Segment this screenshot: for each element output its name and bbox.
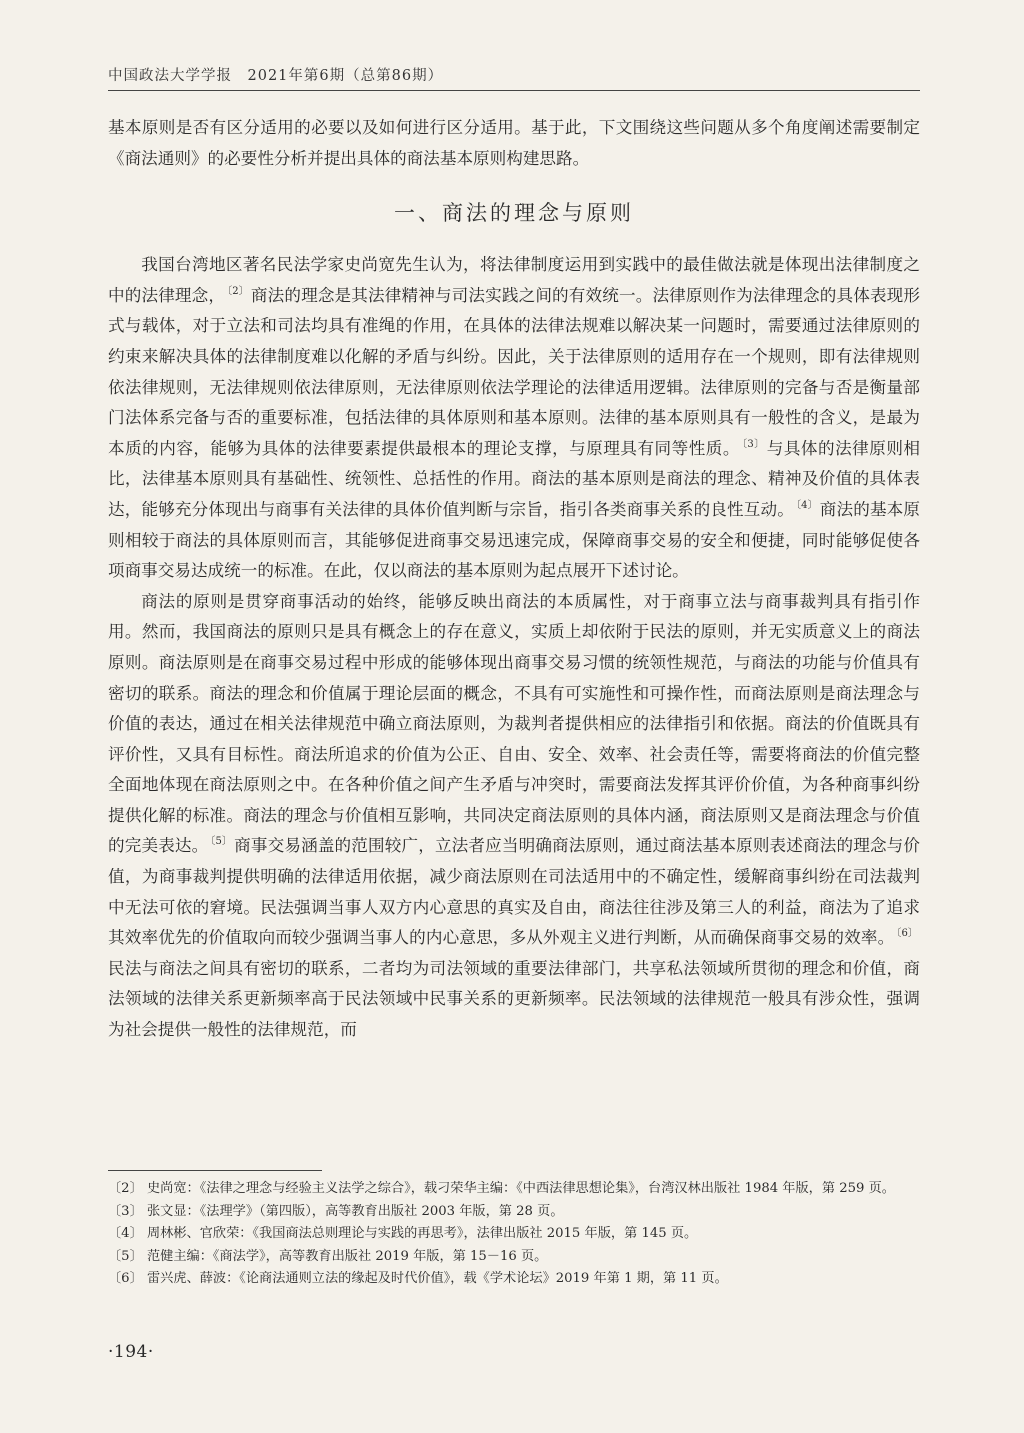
- paragraph-1-text-3: 与具体的法律原则相比，法律基本原则具有基础性、统领性、总括性的作用。商法的基本原则是商法的理念、精神及价值的具体表达，能够充分体现出与商事有关法律的具体价值判断与宗旨，指引各类商事关系的良性互动。: [108, 438, 920, 519]
- footnote-ref-2[interactable]: 〔2〕: [227, 285, 249, 297]
- section-heading: 一、商法的理念与原则: [394, 201, 634, 226]
- footnote-2: 〔2〕 史尚宽：《法律之理念与经验主义法学之综合》，载刁荣华主编：《中西法律思想论集》，台湾汉林出版社 1984 年版，第 259 页。: [108, 1181, 895, 1196]
- paragraph-2-text-3: 民法与商法之间具有密切的联系，二者均为司法领域的重要法律部门，共享私法领域所贯彻的理念和价值，商法领域的法律关系更新频率高于民法领域中民事关系的更新频率。民法领域的法律规范一般具有涉众性，强调为社会提供一般性的法律规范，而: [108, 958, 920, 1040]
- paragraph-1-text-4: 商法的基本原则相较于商法的具体原则而言，其能够促进商事交易迅速完成，保障商事交易的安全和便捷，同时能够促使各项商事交易达成统一的标准。在此，仅以商法的基本原则为起点展开下述讨论。: [108, 499, 920, 581]
- footnote-5: 〔5〕 范健主编：《商法学》，高等教育出版社 2019 年版，第 15－16 页。: [108, 1248, 548, 1264]
- body-text: [108, 113, 920, 1046]
- footnote-4: 〔4〕 周林彬、官欣荣：《我国商法总则理论与实践的再思考》，法律出版社 2015 年版，第 145 页。: [108, 1226, 698, 1242]
- paragraph-1-text-1: 我国台湾地区著名民法学家史尚宽先生认为，将法律制度运用到实践中的最佳做法就是体现出法律制度之中的法律理念，: [108, 255, 920, 305]
- paragraph-2: [108, 587, 920, 1046]
- footnote-ref-4[interactable]: 〔4〕: [795, 499, 818, 511]
- footnote-rule: [108, 1170, 322, 1171]
- paragraph-1: [108, 250, 920, 587]
- page-number: ·194·: [108, 1342, 154, 1362]
- footnote-3: 〔3〕 张文显：《法理学》（第四版），高等教育出版社 2003 年版，第 28 页。: [108, 1203, 564, 1219]
- paragraph-2-text-1: 商法的原则是贯穿商事活动的始终，能够反映出商法的本质属性，对于商事立法与商事裁判具有指引作用。然而，我国商法的原则只是具有概念上的存在意义，实质上却依附于民法的原则，并无实质意义上的商法原则。商法原则是在商事交易过程中形成的能够体现出商事交易习惯的统领性规范，与商法的功能与价值具有密切的联系。商法的理念和价值属于理论层面的概念，不具有可实施性和可操作性，而商法原则是商法理念与价值的表达，通过在相关法律规范中确立商法原则，为裁判者提供相应的法律指引和依据。商法的价值既具有评价性，又具有目标性。商法所追求的价值为公正、自由、安全、效率、社会责任等，需要将商法的价值完整全面地体现在商法原则之中。在各种价值之间产生矛盾与冲突时，需要商法发挥其评价价值，为各种商事纠纷提供化解的标准。商法的理念与价值相互影响，共同决定商法原则的具体内涵，商法原则又是商法理念与价值的完美表达。: [108, 591, 920, 856]
- footnote-ref-5[interactable]: 〔5〕: [210, 836, 233, 848]
- footnote-ref-6[interactable]: 〔6〕: [896, 928, 918, 940]
- paragraph-2-text-2: 商事交易涵盖的范围较广，立法者应当明确商法原则，通过商法基本原则表述商法的理念与价值，为商事裁判提供明确的法律适用依据，减少商法原则在司法适用中的不确定性，缓解商事纠纷在司法裁判中无法可依的窘境。民法强调当事人双方内心意思的真实及自由，商法往往涉及第三人的利益，商法为了追求其效率优先的价值取向而较少强调当事人的内心意思，多从外观主义进行判断，从而确保商事交易的效率。: [108, 836, 920, 948]
- intro-paragraph: 基本原则是否有区分适用的必要以及如何进行区分适用。基于此，下文围绕这些问题从多个角度阐述需要制定《商法通则》的必要性分析并提出具体的商法基本原则构建思路。: [108, 118, 920, 168]
- footnote-6: 〔6〕 雷兴虎、薛波：《论商法通则立法的缘起及时代价值》，载《学术论坛》2019 年第 1 期，第 11 页。: [108, 1271, 728, 1287]
- paragraph-1-text-2: 商法的理念是其法律精神与司法实践之间的有效统一。法律原则作为法律理念的具体表现形式与载体，对于立法和司法均具有准绳的作用，在具体的法律法规难以解决某一问题时，需要通过法律原则的约束来解决具体的法律制度难以化解的矛盾与纠纷。因此，关于法律原则的适用存在一个规则，即有法律规则依法律规则，无法律规则依法律原则，无法律原则依法学理论的法律适用逻辑。法律原则的完备与否是衡量部门法体系完备与否的重要标准，包括法律的具体原则和基本原则。法律的基本原则具有一般性的含义，是最为本质的内容，能够为具体的法律要素提供最根本的理论支撑，与原理具有同等性质。: [108, 285, 921, 458]
- journal-header: 中国政法大学学报 2021年第6期（总第86期）: [108, 68, 444, 84]
- header-rule: [108, 90, 920, 91]
- footnote-ref-3[interactable]: 〔3〕: [741, 438, 765, 450]
- footnotes: [108, 1178, 920, 1291]
